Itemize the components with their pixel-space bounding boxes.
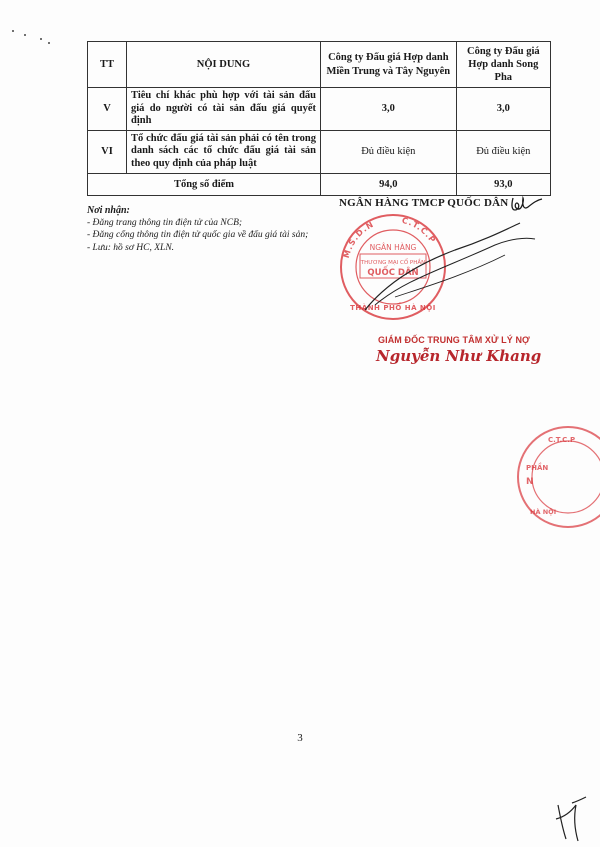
table-header-row — [88, 42, 551, 88]
row-tt: V — [88, 88, 127, 131]
bank-name: NGÂN HÀNG TMCP QUỐC DÂN — [339, 197, 509, 209]
row-content: Tổ chức đấu giá tài sản phải có tên trong danh sách các tổ chức đấu giá tài sản theo quy định của pháp luật — [127, 130, 321, 173]
header-content: NỘI DUNG — [127, 42, 321, 88]
partial-seal-text-3: N — [526, 477, 534, 487]
row-value-company-2: Đủ điều kiện — [456, 130, 550, 173]
initial-mark — [509, 194, 545, 216]
recipient-item: - Lưu: hồ sơ HC, XLN. — [87, 242, 175, 253]
table-row — [88, 88, 551, 131]
seal-text-name: QUỐC DÂN — [367, 268, 419, 278]
seal-text-city: THÀNH PHỐ HÀ NỘI — [350, 304, 436, 312]
page-number: 3 — [297, 732, 303, 744]
total-row — [88, 173, 551, 195]
total-label: Tổng số điểm — [88, 173, 321, 195]
partial-seal-text-1: C.T.C.P — [548, 436, 576, 444]
table-row — [88, 130, 551, 173]
recipient-item: - Đăng trang thông tin điện tử của NCB; — [87, 218, 243, 228]
total-company-2: 93,0 — [456, 173, 550, 195]
scan-artifact — [10, 28, 60, 48]
partial-seal — [508, 422, 600, 532]
signature — [345, 215, 555, 325]
score-table — [87, 41, 551, 196]
seal-text-commerce: THƯƠNG MẠI CỔ PHẦN — [360, 260, 426, 266]
row-tt: VI — [88, 130, 127, 173]
row-content: Tiêu chí khác phù hợp với tài sản đấu giá do người có tài sản đấu giá quyết định — [127, 88, 321, 131]
total-company-1: 94,0 — [321, 173, 457, 195]
header-tt: TT — [88, 42, 127, 88]
recipients-title: Nơi nhận: — [87, 205, 130, 216]
header-company-1: Công ty Đấu giá Hợp danh Miền Trung và Tây Nguyên — [321, 42, 457, 88]
row-value-company-1: 3,0 — [321, 88, 457, 131]
seal-ring-text-2: C.T.C.P — [400, 215, 438, 246]
recipients-block — [87, 204, 327, 254]
recipient-item: - Đăng cổng thông tin điện tử quốc gia về đấu giá tài sản; — [87, 230, 309, 241]
partial-seal-text-4: HÀ NỘI — [530, 508, 557, 516]
row-value-company-1: Đủ điều kiện — [321, 130, 457, 173]
director-title: GIÁM ĐỐC TRUNG TÂM XỬ LÝ NỢ — [378, 335, 530, 345]
partial-seal-text-2: PHẦN — [526, 464, 549, 472]
seal-ring-text-1: M.S.D.N — [341, 219, 376, 260]
director-name: Nguyễn Như Khang — [376, 347, 542, 365]
seal-text-bank: NGÂN HÀNG — [369, 243, 417, 252]
initial-mark-corner — [552, 795, 588, 845]
row-value-company-2: 3,0 — [456, 88, 550, 131]
header-company-2: Công ty Đấu giá Hợp danh Song Pha — [456, 42, 550, 88]
